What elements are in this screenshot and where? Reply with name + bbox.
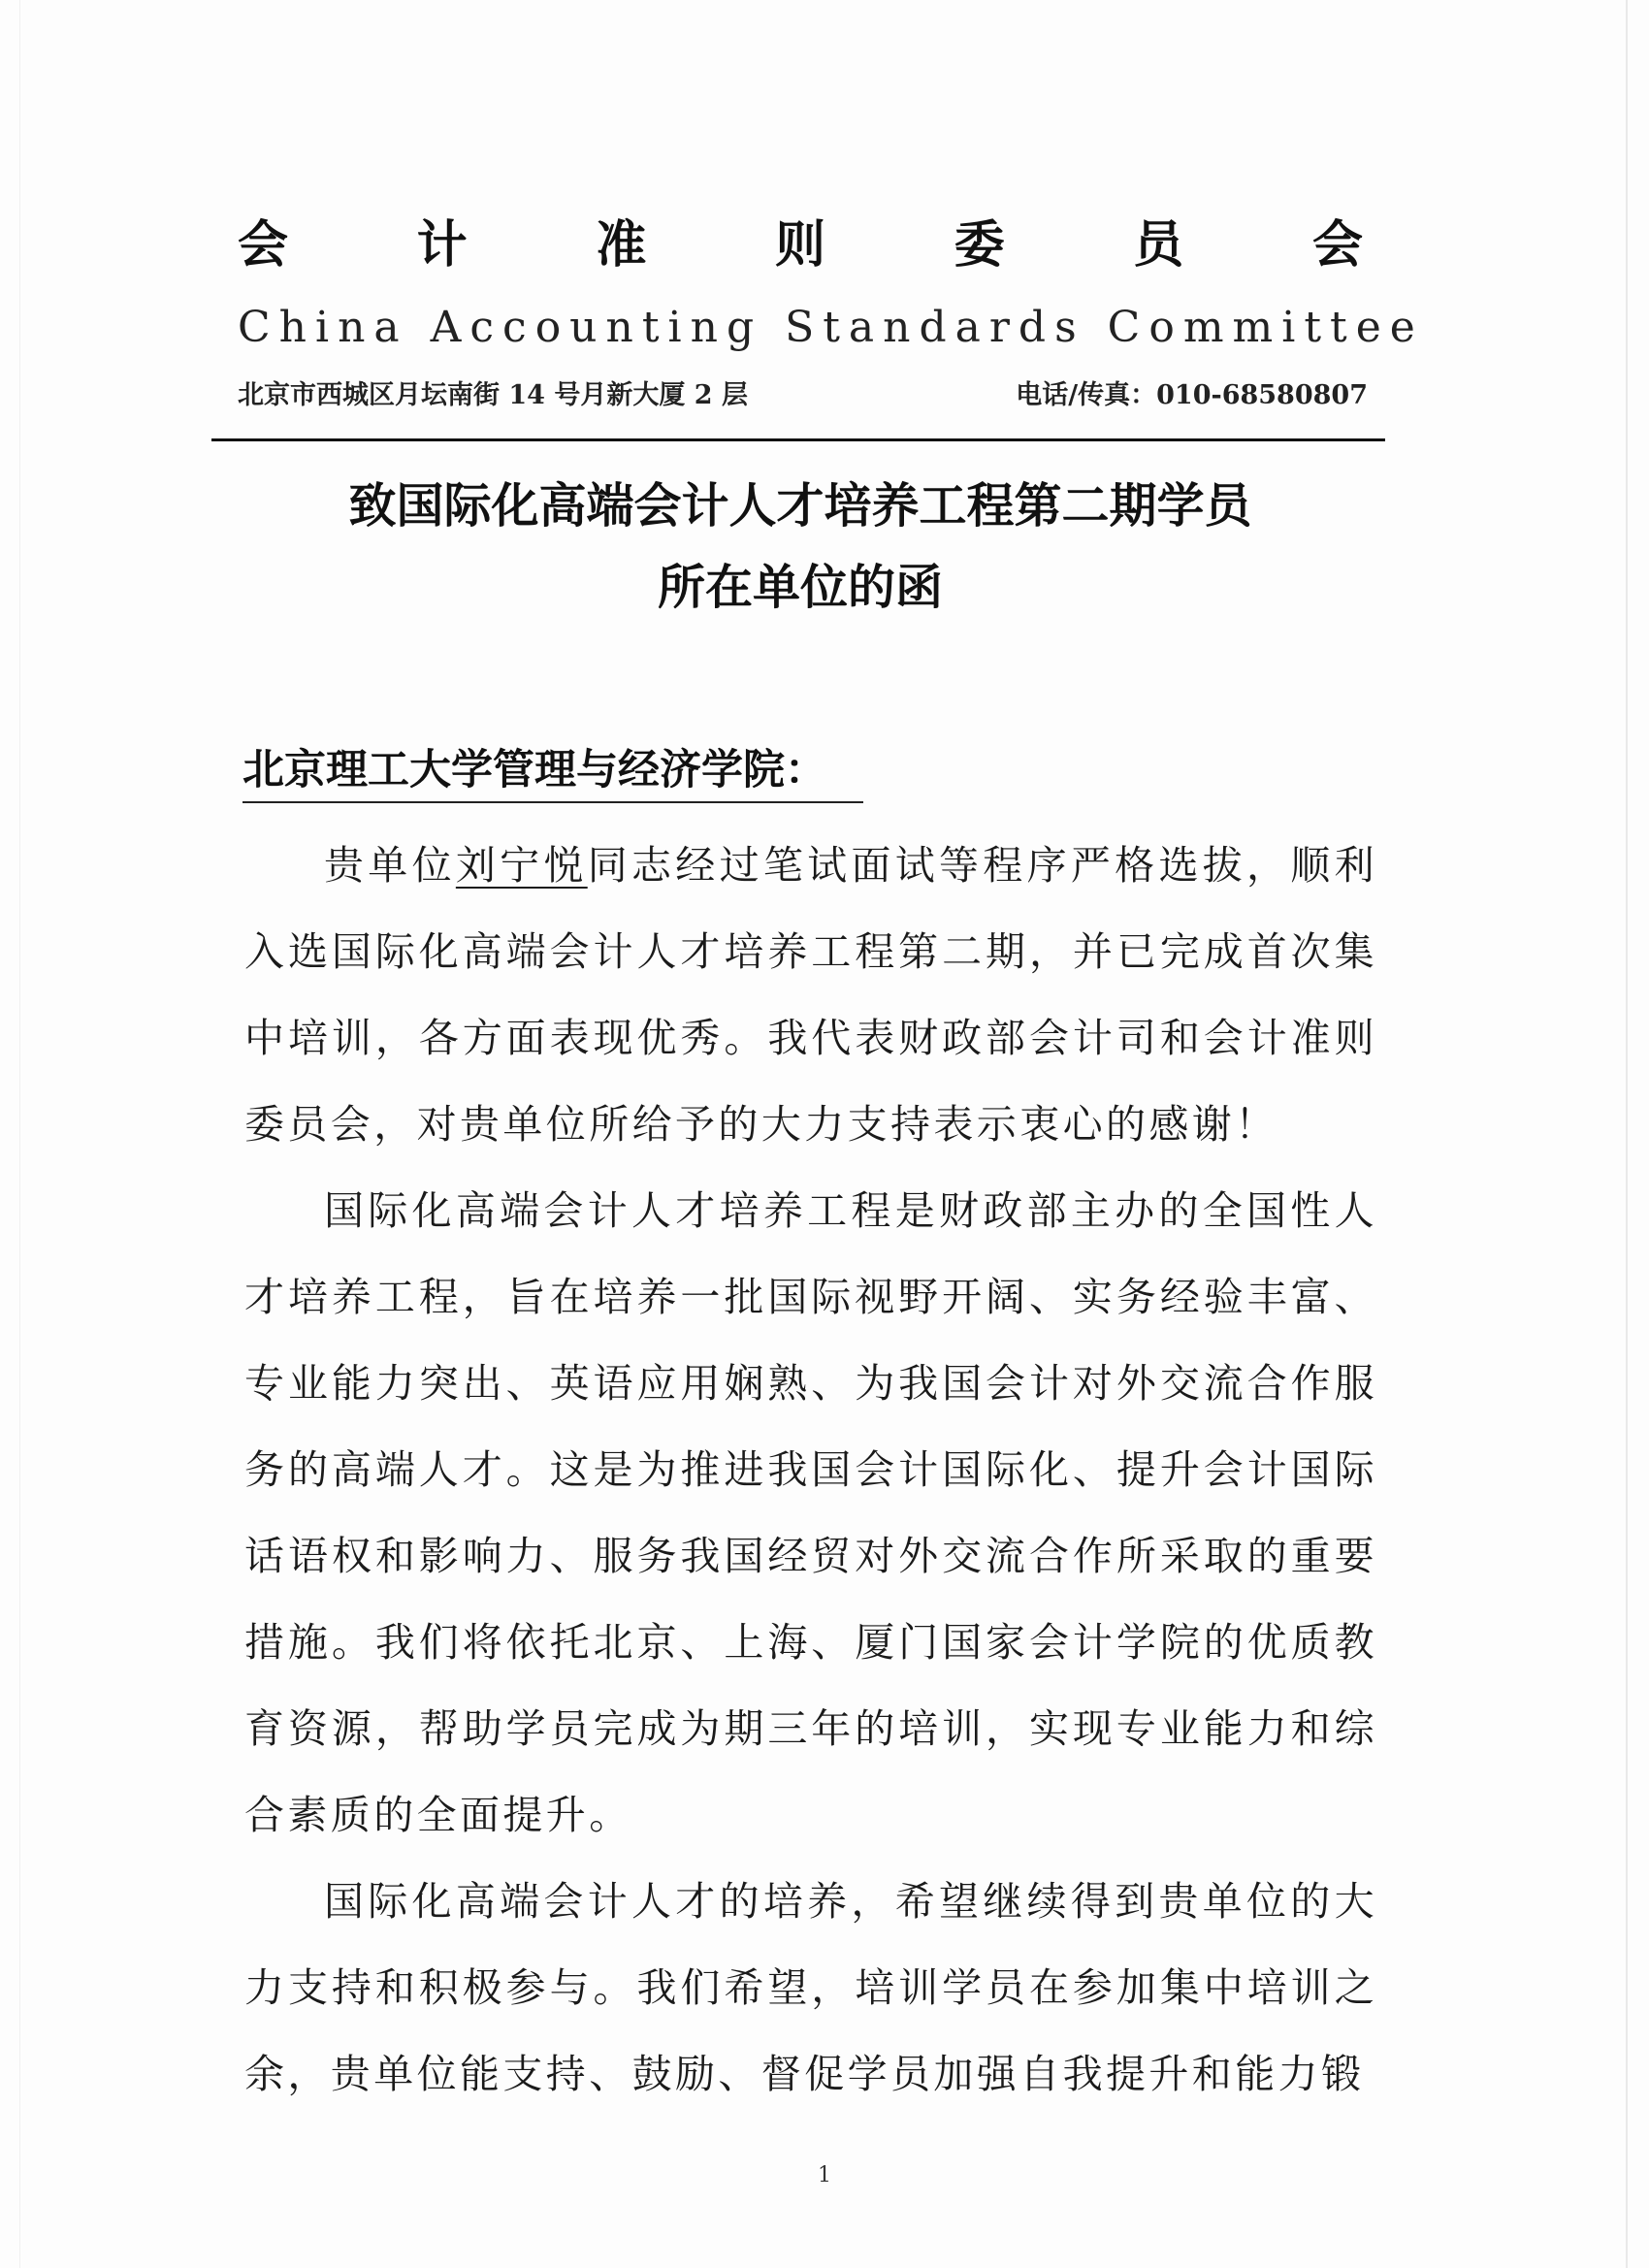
paragraph-1-rest: 同志经过笔试面试等程序严格选拔，顺利入选国际化高端会计人才培养工程第二期，并已完成首次集中培训，各方面表现优秀。我代表财政部会计司和会计准则委员会，对贵单位所给予的大力支持表示衷心的感谢！ bbox=[244, 842, 1377, 1148]
document-title bbox=[194, 466, 1406, 629]
paragraph-1 bbox=[244, 823, 1377, 1168]
letterhead-contact-row bbox=[238, 373, 1368, 411]
org-name-char: 准 bbox=[596, 216, 647, 275]
letterhead-phone: 电话/传真：010-68580807 bbox=[1016, 380, 1368, 410]
letterhead-org-name bbox=[238, 211, 1363, 279]
letterhead-org-name-english: China Accounting Standards Committee bbox=[238, 303, 1424, 352]
org-name-char: 会 bbox=[1311, 216, 1363, 275]
letterhead-address: 北京市西城区月坛南街 14 号月新大厦 2 层 bbox=[238, 380, 748, 410]
document-title-line-1: 致国际化高端会计人才培养工程第二期学员 bbox=[348, 478, 1252, 534]
document-title-line-2: 所在单位的函 bbox=[657, 560, 943, 615]
org-name-char: 委 bbox=[954, 216, 1005, 275]
letter-body bbox=[244, 823, 1377, 2118]
page-number: 1 bbox=[818, 2163, 831, 2187]
org-name-char: 会 bbox=[238, 216, 289, 275]
paragraph-1-lead: 贵单位 bbox=[324, 842, 456, 889]
org-name-char: 则 bbox=[774, 216, 825, 275]
letterhead-divider bbox=[211, 438, 1385, 441]
scan-edge-right bbox=[1626, 0, 1628, 2268]
paragraph-3: 国际化高端会计人才的培养，希望继续得到贵单位的大力支持和积极参与。我们希望，培训学员在参加集中培训之余，贵单位能支持、鼓励、督促学员加强自我提升和能力锻 bbox=[244, 1878, 1377, 2097]
trainee-name: 刘宁悦 bbox=[455, 842, 588, 889]
scan-edge-left bbox=[19, 0, 20, 2268]
org-name-char: 计 bbox=[416, 216, 468, 275]
paragraph-2: 国际化高端会计人才培养工程是财政部主办的全国性人才培养工程，旨在培养一批国际视野开阔、实务经验丰富、专业能力突出、英语应用娴熟、为我国会计对外交流合作服务的高端人才。这是为推进我国会计国际化、提升会计国际话语权和影响力、服务我国经贸对外交流合作所采取的重要措施。我们将依托北京、上海、厦门国家会计学院的优质教育资源，帮助学员完成为期三年的培训，实现专业能力和综合素质的全面提升。 bbox=[244, 1187, 1377, 1838]
recipient-salutation: 北京理工大学管理与经济学院： bbox=[242, 741, 863, 803]
org-name-char: 员 bbox=[1133, 216, 1184, 275]
